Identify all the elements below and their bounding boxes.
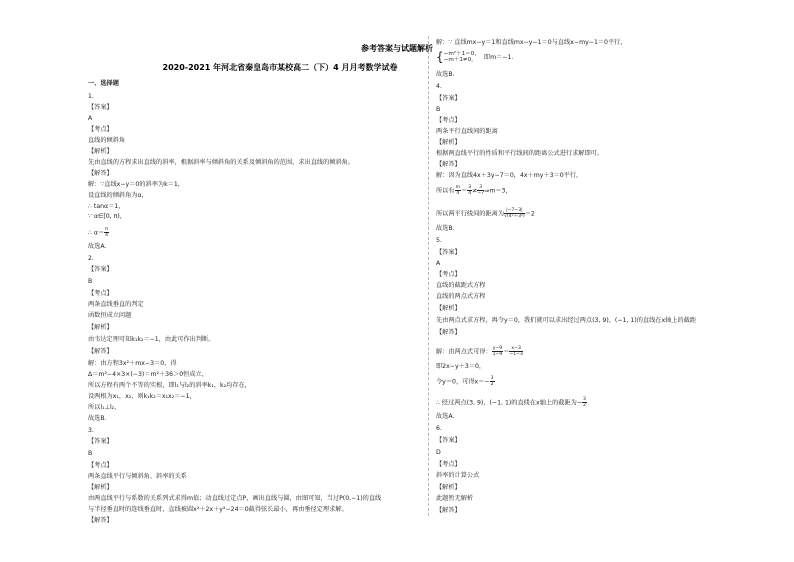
q2-step-5: 所以l₁⊥l₂， [88,404,121,411]
q1-step-5: ∴ α＝ $\frac{\pi}{4}$ [88,227,109,238]
q4-keypoint-tag: 【考点】 [436,117,461,124]
q5-step-4: ∴ 经过两点(3, 9)，(−1, 1)的直线在x轴上的截距为− $\frac{3}{2}$ [436,397,586,408]
q4-conclusion: 故选B． [436,225,459,232]
q5-step-1: 解：由两点式可得： $\frac{y-9}{1-9}$ ＝ $\frac{x-3}{-1-3}$ [436,346,523,357]
q4-answer: B [436,106,441,113]
q5-answer: A [436,260,441,267]
q6-solution-tag: 【解答】 [436,507,461,514]
q3-conclusion: 故选B． [436,71,459,78]
q5-keypoint-tag: 【考点】 [436,271,461,278]
fraction: $\frac{3}{2}$ [490,376,494,387]
q2-keypoint-1: 两条直线垂直的判定 [88,301,144,308]
q4-keypoint: 两条平行直线间的距离 [436,128,498,135]
q4-step-1: 解：因为直线4x＋3y−7＝0，4x＋my＋3＝0平行， [436,172,583,179]
q3-analysis-1: 由两直线平行与系数的关系列式求得m值；动直线过定点P，画出直线与圆，由图可知，当过P(0,−1)的直线 [88,495,382,502]
q3-system: { −m²＋1＝0， −m＋1≠0， 即m＝−1． [436,50,518,65]
fraction: $\frac{x-3}{-1-3}$ [509,346,523,357]
q6-analysis-tag: 【解析】 [436,484,461,491]
q1-step-3: ∴ tanα＝1， [88,203,125,210]
q5-step-3: 令y＝0，可得x＝− $\frac{3}{2}$ [436,376,494,387]
fraction: $\frac{\pi}{4}$ [105,227,109,238]
fraction: $\frac{m}{4}$ [455,185,461,196]
q3-analysis-2: 与半径垂直时的连线垂直时，直线被圆x²＋2x＋y²−24＝0截得弦长最小，再由垂径定理求解。 [88,506,348,513]
q5-conclusion: 故选A． [436,413,459,420]
q6-analysis: 此题暂无解析 [436,495,474,502]
q3-number: 3. [88,427,94,434]
q2-step-3: 所以方程有两个不等的实根，即l₁与l₂的斜率k₁，k₂均存在， [88,382,251,389]
q6-answer: D [436,449,441,456]
q2-analysis: 由韦达定理可知k₁k₂＝−1，由此可作出判断。 [88,336,215,343]
q5-keypoint-1: 直线的截距式方程 [436,282,486,289]
q1-keypoint-tag: 【考点】 [88,126,113,133]
q3-solution-tag: 【解答】 [88,517,113,524]
equation-system: −m²＋1＝0， −m＋1≠0， [443,51,480,64]
q5-solution-tag: 【解答】 [436,329,461,336]
fraction: $\frac{y-9}{1-9}$ [492,346,503,357]
q1-step-2: 设直线的倾斜角为α， [88,192,148,199]
q1-analysis-tag: 【解析】 [88,148,113,155]
fraction: $\frac{3}{2}$ [583,397,586,408]
q3-answer: B [88,450,93,457]
q5-number: 5. [436,237,442,244]
q3-answer-tag: 【答案】 [88,438,113,445]
q2-step-4: 设两根为x₁，x₂，则k₁k₂＝x₁x₂＝−1， [88,393,196,400]
doc-heading: 参考答案与试题解析 [361,44,433,53]
q2-conclusion: 故选B． [88,415,111,422]
q2-keypoint-2: 函数恒成立问题 [88,312,132,319]
q2-number: 2. [88,255,94,262]
q6-number: 6. [436,425,442,432]
q1-step-1: 解：∵直线x−y＝0的斜率为k＝1， [88,181,184,188]
q1-keypoint: 直线的倾斜角 [88,137,126,144]
q1-answer-tag: 【答案】 [88,104,113,111]
q3-step-1: 解：∵ 直线mx−y＝1和直线mx−y−1＝0与直线x−my−1＝0平行， [436,39,627,46]
q6-answer-tag: 【答案】 [436,437,461,444]
q1-analysis: 先由直线的方程求出直线的斜率，根据斜率与倾斜角的关系及倾斜角的范围，求出直线的倾斜角。 [88,159,355,166]
q5-analysis: 先由两点式求方程，再令y＝0，我们就可以求出经过两点(3, 9)，(−1, 1)的直线在x轴上的截距 [436,317,697,324]
q6-keypoint: 斜率的计算公式 [436,472,480,479]
q1-step-4: ∵ α∈[0, π)， [88,213,126,220]
section-heading: 一、选择题 [88,80,119,87]
q1-conclusion: 故选A． [88,243,111,250]
q2-answer: B [88,278,93,285]
q2-solution-tag: 【解答】 [88,348,113,355]
q3-keypoint: 两条直线平行与倾斜角、斜率的关系 [88,473,187,480]
q3-analysis-tag: 【解析】 [88,484,113,491]
q5-answer-tag: 【答案】 [436,249,461,256]
doc-title: 2020-2021 年河北省秦皇岛市某校高二（下）4 月月考数学试卷 [162,63,398,72]
q4-step-2: 所以有 $\frac{m}{4}$ ＝ $\frac{3}{4}$ ≠ $\frac{3}{-7}$ ⇒m＝3， [436,185,512,196]
q2-step-2: Δ＝m²−4×3×(−3)＝m²＋36＞0恒成立， [88,371,208,378]
q4-number: 4. [436,83,442,90]
q2-analysis-tag: 【解析】 [88,324,113,331]
brace-icon: { [436,50,444,65]
fraction: $\frac{3}{4}$ [468,185,472,196]
q1-number: 1. [88,93,94,100]
column-divider [428,36,429,516]
q6-keypoint-tag: 【考点】 [436,461,461,468]
q5-analysis-tag: 【解析】 [436,305,461,312]
q4-answer-tag: 【答案】 [436,95,461,102]
q3-keypoint-tag: 【考点】 [88,462,113,469]
q1-solution-tag: 【解答】 [88,170,113,177]
q5-step-2: 即2x−y＋3＝0， [436,363,486,370]
fraction: $\frac{3}{-7}$ [477,185,485,196]
q4-analysis: 根据两直线平行的性质和平行线间的距离公式进行求解即可。 [436,150,604,157]
q4-analysis-tag: 【解析】 [436,139,461,146]
q4-step-3: 所以两平行线间的距离为 $\frac{|-7-3|}{\text{√(4²＋3²)}}$ ＝2 [436,208,535,219]
q2-step-1: 解：由方程3x²＋mx−3＝0，得 [88,360,177,367]
q2-keypoint-tag: 【考点】 [88,290,113,297]
fraction: $\frac{|-7-3|}{\text{√(4²＋3²)}}$ [504,208,525,219]
q4-solution-tag: 【解答】 [436,161,461,168]
q2-answer-tag: 【答案】 [88,266,113,273]
q5-keypoint-2: 直线的两点式方程 [436,293,486,300]
q1-answer: A [88,115,93,122]
